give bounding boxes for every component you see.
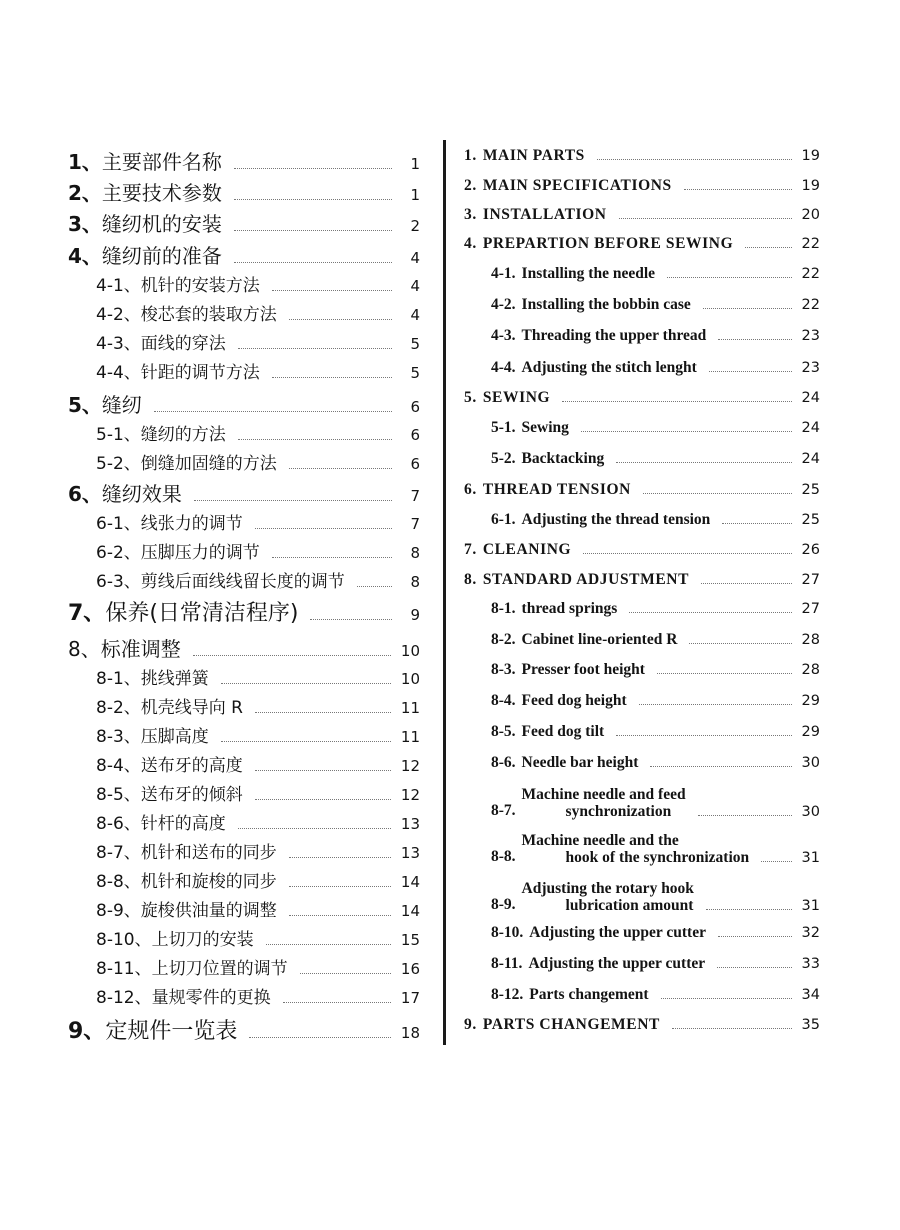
toc-entry[interactable] [68, 478, 420, 507]
toc-entry[interactable] [68, 1014, 420, 1045]
dot-leader [272, 556, 392, 558]
dot-leader [221, 682, 391, 684]
toc-entry-page: 23 [801, 360, 820, 376]
toc-entry-number: 4-2. [491, 296, 516, 313]
toc-entry-page: 34 [801, 987, 820, 1003]
toc-entry-title: thread springs [521, 600, 618, 617]
toc-entry-page: 22 [801, 236, 820, 252]
toc-entry-title: Installing the needle [521, 265, 656, 282]
toc-entry-title: 旋梭供油量的调整 [140, 901, 277, 921]
toc-entry[interactable] [68, 146, 420, 175]
toc-entry[interactable] [68, 596, 420, 627]
toc-entry-page: 22 [801, 297, 820, 313]
toc-entry-title: 针杆的高度 [140, 814, 226, 834]
toc-entry-title: SEWING [482, 389, 551, 406]
toc-entry-number: 8-11. [491, 955, 523, 972]
toc-entry[interactable] [68, 925, 420, 950]
toc-entry-title [522, 786, 686, 820]
toc-entry-number: 2、 [68, 181, 102, 205]
dot-leader [718, 338, 791, 340]
toc-entry-number: 8-2、 [96, 698, 141, 718]
toc-entry-page: 18 [400, 1024, 420, 1042]
toc-entry-title: 挑线弹簧 [140, 669, 209, 689]
toc-entry-number: 8-8、 [96, 872, 141, 892]
dot-leader [703, 307, 792, 309]
toc-entry-page: 6 [410, 455, 420, 473]
toc-entry-page: 11 [400, 728, 420, 746]
toc-entry[interactable] [464, 723, 820, 741]
toc-entry-number: 8-12、 [96, 988, 152, 1008]
toc-entry-number: 8-8. [491, 848, 516, 865]
toc-entry-title: MAIN SPECIFICATIONS [482, 177, 672, 194]
toc-entry[interactable] [68, 780, 420, 805]
toc-entry[interactable] [68, 420, 420, 445]
toc-entry-title: 定规件一览表 [105, 1019, 238, 1044]
dot-leader [657, 672, 792, 674]
dot-leader [194, 499, 392, 501]
toc-entry[interactable] [68, 329, 420, 354]
toc-entry-number: 8-6、 [96, 814, 141, 834]
toc-entry-page: 17 [400, 989, 420, 1007]
toc-entry-page: 22 [801, 266, 820, 282]
toc-entry-title: MAIN PARTS [482, 147, 585, 164]
dot-leader [249, 1036, 391, 1038]
toc-entry-page: 14 [400, 873, 420, 891]
toc-entry-page: 29 [801, 724, 820, 740]
toc-entry-number: 4-1. [491, 265, 516, 282]
toc-entry-page: 28 [801, 632, 820, 648]
toc-entry-number: 6. [464, 481, 477, 498]
toc-entry-title: 梭芯套的装取方法 [140, 305, 277, 325]
toc-entry-title: Adjusting the thread tension [521, 511, 711, 528]
dot-leader [238, 438, 392, 440]
toc-entry[interactable] [464, 327, 820, 345]
toc-entry-number: 8-12. [491, 986, 524, 1003]
dot-leader [193, 654, 391, 656]
dot-leader [718, 935, 792, 937]
toc-entry-number: 6-1. [491, 511, 516, 528]
toc-entry[interactable] [464, 631, 820, 649]
toc-entry[interactable] [464, 419, 820, 437]
dot-leader [255, 711, 391, 713]
toc-entry-number: 8-6. [491, 754, 516, 771]
toc-entry-title: 针距的调节方法 [140, 363, 260, 383]
toc-entry-page: 4 [410, 277, 420, 295]
toc-entry-number: 8-5. [491, 723, 516, 740]
toc-entry-page: 14 [400, 902, 420, 920]
toc-entry-number: 5-1. [491, 419, 516, 436]
toc-entry-number: 8-4、 [96, 756, 141, 776]
toc-entry-page: 20 [801, 207, 820, 223]
toc-entry-page: 32 [801, 925, 820, 941]
toc-entry-title: Feed dog tilt [521, 723, 605, 740]
toc-entry-page: 4 [410, 306, 420, 324]
dot-leader [562, 400, 791, 402]
toc-entry-title: Installing the bobbin case [521, 296, 691, 313]
toc-entry-page: 4 [410, 249, 420, 267]
toc-entry-page: 9 [410, 606, 420, 624]
toc-entry-title: Threading the upper thread [521, 327, 707, 344]
dot-leader [234, 167, 392, 169]
toc-entry-page: 10 [400, 642, 420, 660]
dot-leader [234, 261, 392, 263]
toc-entry-title: Parts changement [529, 986, 649, 1003]
toc-entry-number: 8-7、 [96, 843, 141, 863]
toc-entry-title: 面线的穿法 [140, 334, 226, 354]
toc-entry[interactable] [68, 271, 420, 296]
toc-entry-number: 8-3、 [96, 727, 141, 747]
toc-entry-title-line2: lubrication amount [565, 897, 694, 914]
toc-entry-page: 12 [400, 786, 420, 804]
toc-entry-title: 缝纫 [101, 393, 142, 417]
toc-entry-number: 9、 [68, 1019, 106, 1044]
toc-entry[interactable] [464, 450, 820, 468]
toc-entry-number: 4. [464, 235, 477, 252]
toc-entry[interactable] [464, 296, 820, 314]
dot-leader [597, 158, 792, 160]
toc-entry[interactable] [68, 633, 420, 662]
toc-entry-page: 29 [801, 693, 820, 709]
toc-entry-page: 5 [410, 335, 420, 353]
dot-leader [701, 582, 792, 584]
dot-leader [357, 585, 392, 587]
dot-leader [289, 856, 391, 858]
toc-entry[interactable] [68, 208, 420, 237]
toc-entry-title: PARTS CHANGEMENT [482, 1016, 660, 1033]
toc-entry[interactable] [464, 692, 820, 710]
toc-entry-title: INSTALLATION [482, 206, 607, 223]
toc-entry[interactable] [68, 983, 420, 1008]
toc-entry-number: 4-4、 [96, 363, 141, 383]
toc-entry[interactable] [464, 235, 820, 253]
toc-entry-page: 7 [410, 487, 420, 505]
toc-entry-title: THREAD TENSION [482, 481, 631, 498]
toc-entry[interactable] [464, 265, 820, 283]
toc-entry-number: 8-3. [491, 661, 516, 678]
toc-entry-page: 24 [801, 390, 820, 406]
toc-entry-page: 6 [410, 426, 420, 444]
toc-entry-title-line1: Adjusting the rotary hook [521, 880, 694, 897]
toc-entry-page: 19 [801, 178, 820, 194]
toc-entry-number: 8-4. [491, 692, 516, 709]
dot-leader [238, 347, 392, 349]
column-divider [443, 140, 446, 1045]
toc-entry-title: Presser foot height [521, 661, 645, 678]
toc-entry-title: 缝纫的方法 [140, 425, 226, 445]
toc-entry[interactable] [68, 867, 420, 892]
toc-entry-title-line1: Machine needle and feed [521, 786, 686, 803]
toc-entry-title: 倒缝加固缝的方法 [140, 454, 277, 474]
toc-entry-title: Adjusting the upper cutter [528, 955, 706, 972]
toc-entry-title: Sewing [521, 419, 569, 436]
toc-entry[interactable] [68, 751, 420, 776]
toc-entry-title: Adjusting the upper cutter [529, 924, 706, 941]
toc-entry-number: 8-9. [491, 896, 516, 913]
toc-entry[interactable] [68, 389, 420, 418]
toc-entry-page: 12 [400, 757, 420, 775]
toc-entry-number: 8-9、 [96, 901, 141, 921]
toc-entry-title: Backtacking [521, 450, 605, 467]
toc-entry-page: 11 [400, 699, 420, 717]
dot-leader [289, 467, 392, 469]
toc-entry[interactable] [464, 924, 820, 942]
toc-entry[interactable] [68, 509, 420, 534]
toc-entry-title: 上切刀位置的调节 [151, 959, 288, 979]
toc-entry[interactable] [464, 571, 820, 589]
toc-entry-title: 缝纫机的安装 [101, 212, 222, 236]
dot-leader [266, 943, 391, 945]
dot-leader [667, 276, 792, 278]
toc-entry-page: 8 [410, 544, 420, 562]
toc-entry-title [522, 880, 694, 914]
dot-leader [616, 734, 791, 736]
toc-entry-page: 23 [801, 328, 820, 344]
toc-entry[interactable] [68, 449, 420, 474]
toc-entry[interactable] [68, 809, 420, 834]
toc-entry-number: 7. [464, 541, 477, 558]
dot-leader [619, 217, 792, 219]
toc-entry-number: 9. [464, 1016, 477, 1033]
toc-entry[interactable] [464, 661, 820, 679]
toc-entry[interactable] [464, 1016, 820, 1034]
toc-entry-page: 31 [801, 898, 820, 914]
toc-entry-page: 26 [801, 542, 820, 558]
toc-entry[interactable] [68, 177, 420, 206]
toc-entry[interactable] [68, 567, 420, 592]
dot-leader [650, 765, 791, 767]
toc-entry-number: 8-5、 [96, 785, 141, 805]
toc-entry-page: 7 [410, 515, 420, 533]
toc-entry-title: 送布牙的高度 [140, 756, 243, 776]
toc-entry[interactable] [68, 722, 420, 747]
toc-entry-title-line1: Machine needle and the [521, 832, 679, 849]
dot-leader [289, 914, 391, 916]
toc-entry[interactable] [68, 896, 420, 921]
toc-entry-page: 13 [400, 815, 420, 833]
toc-entry-title: 剪线后面线线留长度的调节 [140, 572, 345, 592]
dot-leader [761, 860, 791, 862]
dot-leader [272, 289, 392, 291]
toc-entry-title: 主要技术参数 [101, 181, 222, 205]
dot-leader [629, 611, 791, 613]
toc-entry-title: CLEANING [482, 541, 572, 558]
toc-entry-title: Feed dog height [521, 692, 627, 709]
toc-entry-number: 8-10. [491, 924, 524, 941]
toc-entry[interactable] [68, 538, 420, 563]
toc-entry-title: 缝纫前的准备 [101, 244, 222, 268]
toc-entry[interactable] [464, 986, 820, 1004]
dot-leader [300, 972, 391, 974]
toc-entry[interactable] [464, 754, 820, 772]
toc-entry-number: 4-1、 [96, 276, 141, 296]
dot-leader [661, 997, 792, 999]
toc-entry-page: 30 [801, 755, 820, 771]
toc-entry[interactable] [464, 880, 820, 914]
toc-entry[interactable] [464, 389, 820, 407]
dot-leader [689, 642, 791, 644]
toc-entry[interactable] [464, 481, 820, 499]
toc-entry-number: 6、 [68, 482, 102, 506]
toc-entry-page: 25 [801, 512, 820, 528]
toc-entry-number: 8-2. [491, 631, 516, 648]
toc-entry-number: 4-3、 [96, 334, 141, 354]
toc-entry-title: 机针和送布的同步 [140, 843, 277, 863]
toc-entry-page: 5 [410, 364, 420, 382]
dot-leader [255, 798, 391, 800]
toc-entry-number: 3. [464, 206, 477, 223]
toc-entry[interactable] [464, 359, 820, 377]
dot-leader [722, 522, 791, 524]
toc-entry-number: 8、 [68, 637, 101, 661]
toc-entry-number: 5、 [68, 393, 102, 417]
toc-entry-title: 主要部件名称 [101, 150, 222, 174]
dot-leader [154, 410, 392, 412]
toc-entry-title-line2: synchronization [565, 803, 672, 820]
toc-entry-title: 保养(日常清洁程序) [105, 601, 299, 626]
toc-entry-number: 6-1、 [96, 514, 141, 534]
dot-leader [289, 318, 392, 320]
dot-leader [272, 376, 392, 378]
toc-entry-title: 机针和旋梭的同步 [140, 872, 277, 892]
toc-entry[interactable] [68, 664, 420, 689]
toc-entry-number: 2. [464, 177, 477, 194]
dot-leader [583, 552, 791, 554]
toc-entry-page: 15 [400, 931, 420, 949]
toc-entry-title-line2: hook of the synchronization [565, 849, 750, 866]
toc-entry-page: 33 [801, 956, 820, 972]
toc-entry[interactable] [464, 541, 820, 559]
toc-entry[interactable] [464, 147, 820, 165]
toc-entry-number: 1、 [68, 150, 102, 174]
toc-entry-title: 线张力的调节 [140, 514, 243, 534]
toc-entry-title: 上切刀的安装 [151, 930, 254, 950]
toc-entry-title: 机针的安装方法 [140, 276, 260, 296]
toc-entry-number: 5. [464, 389, 477, 406]
toc-entry-title: Needle bar height [521, 754, 639, 771]
toc-entry-number: 4-2、 [96, 305, 141, 325]
toc-entry-title [522, 832, 750, 866]
dot-leader [745, 246, 791, 248]
toc-entry-title: 缝纫效果 [101, 482, 182, 506]
toc-entry[interactable] [464, 206, 820, 224]
toc-entry-page: 28 [801, 662, 820, 678]
toc-entry-page: 13 [400, 844, 420, 862]
toc-entry-title: 压脚高度 [140, 727, 209, 747]
toc-entry-page: 30 [801, 804, 820, 820]
toc-entry-title: 标准调整 [100, 637, 181, 661]
dot-leader [616, 461, 791, 463]
dot-leader [581, 430, 792, 432]
toc-entry-page: 19 [801, 148, 820, 164]
toc-entry[interactable] [464, 955, 820, 973]
toc-entry-page: 27 [801, 572, 820, 588]
toc-entry-number: 8-1. [491, 600, 516, 617]
toc-entry-number: 4-3. [491, 327, 516, 344]
toc-entry[interactable] [464, 511, 820, 529]
toc-entry-page: 35 [801, 1017, 820, 1033]
toc-entry[interactable] [68, 954, 420, 979]
toc-entry-number: 8. [464, 571, 477, 588]
toc-entry-number: 4、 [68, 244, 102, 268]
toc-entry-number: 6-2、 [96, 543, 141, 563]
toc-entry-number: 6-3、 [96, 572, 141, 592]
toc-entry-page: 10 [400, 670, 420, 688]
toc-entry-title: 量规零件的更换 [151, 988, 271, 1008]
dot-leader [709, 370, 792, 372]
dot-leader [684, 188, 792, 190]
dot-leader [255, 769, 391, 771]
dot-leader [643, 492, 792, 494]
toc-entry-number: 5-2、 [96, 454, 141, 474]
toc-entry-number: 1. [464, 147, 477, 164]
dot-leader [238, 827, 391, 829]
toc-entry[interactable] [464, 177, 820, 195]
toc-entry-number: 8-7. [491, 802, 516, 819]
toc-entry[interactable] [68, 300, 420, 325]
dot-leader [706, 908, 792, 910]
toc-entry-page: 24 [801, 420, 820, 436]
toc-entry-number: 5-2. [491, 450, 516, 467]
dot-leader [234, 229, 392, 231]
toc-entry[interactable] [464, 600, 820, 618]
dot-leader [283, 1001, 391, 1003]
toc-entry-number: 7、 [68, 601, 106, 626]
dot-leader [717, 966, 791, 968]
toc-entry-page: 31 [801, 850, 820, 866]
dot-leader [234, 198, 392, 200]
toc-entry-page: 6 [410, 398, 420, 416]
toc-entry-number: 4-4. [491, 359, 516, 376]
toc-entry-title: 压脚压力的调节 [140, 543, 260, 563]
toc-entry-page: 2 [410, 217, 420, 235]
toc-entry-title: 机壳线导向 R [140, 698, 243, 718]
dot-leader [698, 814, 792, 816]
dot-leader [639, 703, 792, 705]
toc-entry[interactable] [68, 838, 420, 863]
toc-entry-page: 1 [410, 186, 420, 204]
toc-entry[interactable] [464, 786, 820, 820]
toc-entry-page: 1 [410, 155, 420, 173]
toc-entry-page: 16 [400, 960, 420, 978]
toc-entry-number: 3、 [68, 212, 102, 236]
toc-entry-title: 送布牙的倾斜 [140, 785, 243, 805]
toc-entry-number: 8-10、 [96, 930, 152, 950]
toc-entry[interactable] [68, 240, 420, 269]
toc-entry-number: 8-1、 [96, 669, 141, 689]
toc-entry-title: Cabinet line-oriented R [521, 631, 678, 648]
dot-leader [221, 740, 391, 742]
toc-entry-title: Adjusting the stitch lenght [521, 359, 697, 376]
toc-entry[interactable] [68, 358, 420, 383]
dot-leader [289, 885, 391, 887]
dot-leader [310, 618, 392, 620]
toc-entry[interactable] [68, 693, 420, 718]
toc-entry-page: 8 [410, 573, 420, 591]
toc-entry-number: 5-1、 [96, 425, 141, 445]
toc-entry-number: 8-11、 [96, 959, 152, 979]
dot-leader [255, 527, 392, 529]
toc-entry-title: STANDARD ADJUSTMENT [482, 571, 690, 588]
dot-leader [672, 1027, 792, 1029]
toc-entry-page: 25 [801, 482, 820, 498]
toc-entry[interactable] [464, 832, 820, 866]
toc-entry-page: 27 [801, 601, 820, 617]
toc-entry-title: PREPARTION BEFORE SEWING [482, 235, 734, 252]
toc-entry-page: 24 [801, 451, 820, 467]
